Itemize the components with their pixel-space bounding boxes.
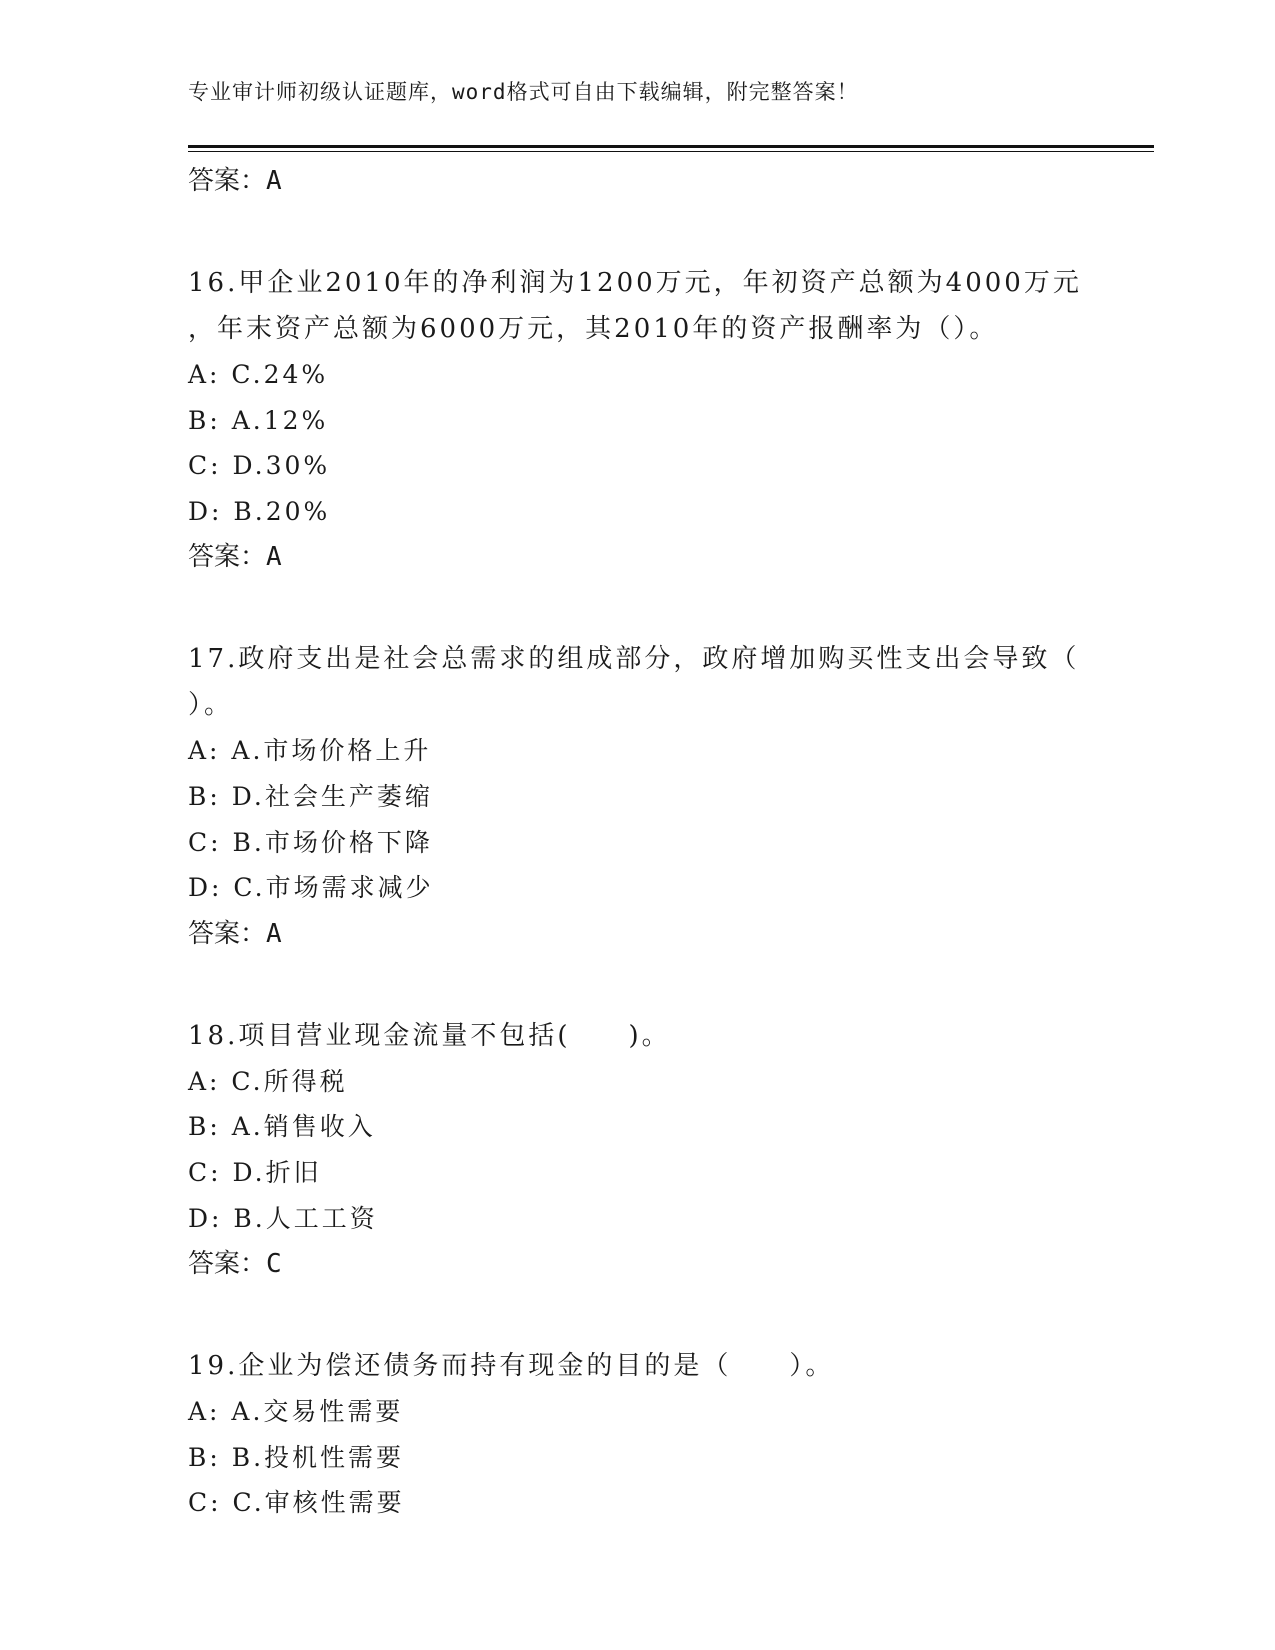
question-stem-line: ，年末资产总额为6000万元，其2010年的资产报酬率为（）。 [188, 314, 999, 344]
answer-label: 答案： [188, 542, 267, 573]
spacer [188, 957, 1088, 1013]
question-16 [188, 260, 1088, 580]
question-stem-line: ）。 [188, 690, 234, 721]
option-c: C: B.市场价格下降 [188, 827, 433, 857]
question-stem-line: 16.甲企业2010年的净利润为1200万元，年初资产总额为4000万元 [188, 268, 1082, 298]
question-18 [188, 1013, 1088, 1287]
answer-line [188, 1241, 1088, 1287]
option-a: A: A.市场价格上升 [188, 736, 432, 766]
option-c: C: D.折旧 [188, 1157, 322, 1187]
question-stem [188, 1013, 1088, 1059]
answer-label: 答案： [188, 1249, 267, 1280]
spacer [188, 1287, 1088, 1343]
question-stem-line: 17.政府支出是社会总需求的组成部分，政府增加购买性支出会导致（ [188, 644, 1080, 675]
header-title: 专业审计师初级认证题库，word格式可自由下载编辑，附完整答案！ [188, 80, 859, 104]
option-d: D: B.20% [188, 496, 331, 526]
question-stem [188, 260, 1088, 352]
answer-line [188, 158, 1088, 204]
question-stem [188, 1343, 1088, 1389]
option-c: C: D.30% [188, 451, 331, 481]
option-c: C: C.审核性需要 [188, 1488, 405, 1518]
answer-label: 答案： [188, 918, 267, 949]
spacer [188, 580, 1088, 636]
answer-value: A [266, 918, 282, 949]
question-17 [188, 636, 1088, 956]
page-content [188, 158, 1088, 1526]
spacer [188, 204, 1088, 260]
answer-value: A [266, 542, 282, 573]
option-a: A: A.交易性需要 [188, 1397, 404, 1427]
option-d: D: B.人工工资 [188, 1203, 378, 1233]
question-stem-line: 18.项目营业现金流量不包括( )。 [188, 1020, 671, 1051]
answer-line [188, 911, 1088, 957]
option-d: D: C.市场需求减少 [188, 873, 434, 903]
answer-label: 答案： [188, 166, 267, 196]
option-a: A: C.所得税 [188, 1066, 348, 1096]
question-19 [188, 1343, 1088, 1526]
option-a: A: C.24% [188, 360, 329, 389]
answer-value: C [266, 1249, 282, 1280]
header-divider-thick [188, 145, 1154, 148]
option-b: B: D.社会生产萎缩 [188, 781, 433, 811]
header-divider-thin [188, 151, 1154, 152]
question-stem-line: 19.企业为偿还债务而持有现金的目的是（ ）。 [188, 1351, 835, 1382]
option-b: B: A.销售收入 [188, 1112, 376, 1142]
question-stem [188, 636, 1088, 728]
option-b: B: B.投机性需要 [188, 1442, 405, 1472]
option-b: B: A.12% [188, 405, 329, 435]
answer-line [188, 534, 1088, 580]
answer-value: A [266, 166, 282, 196]
